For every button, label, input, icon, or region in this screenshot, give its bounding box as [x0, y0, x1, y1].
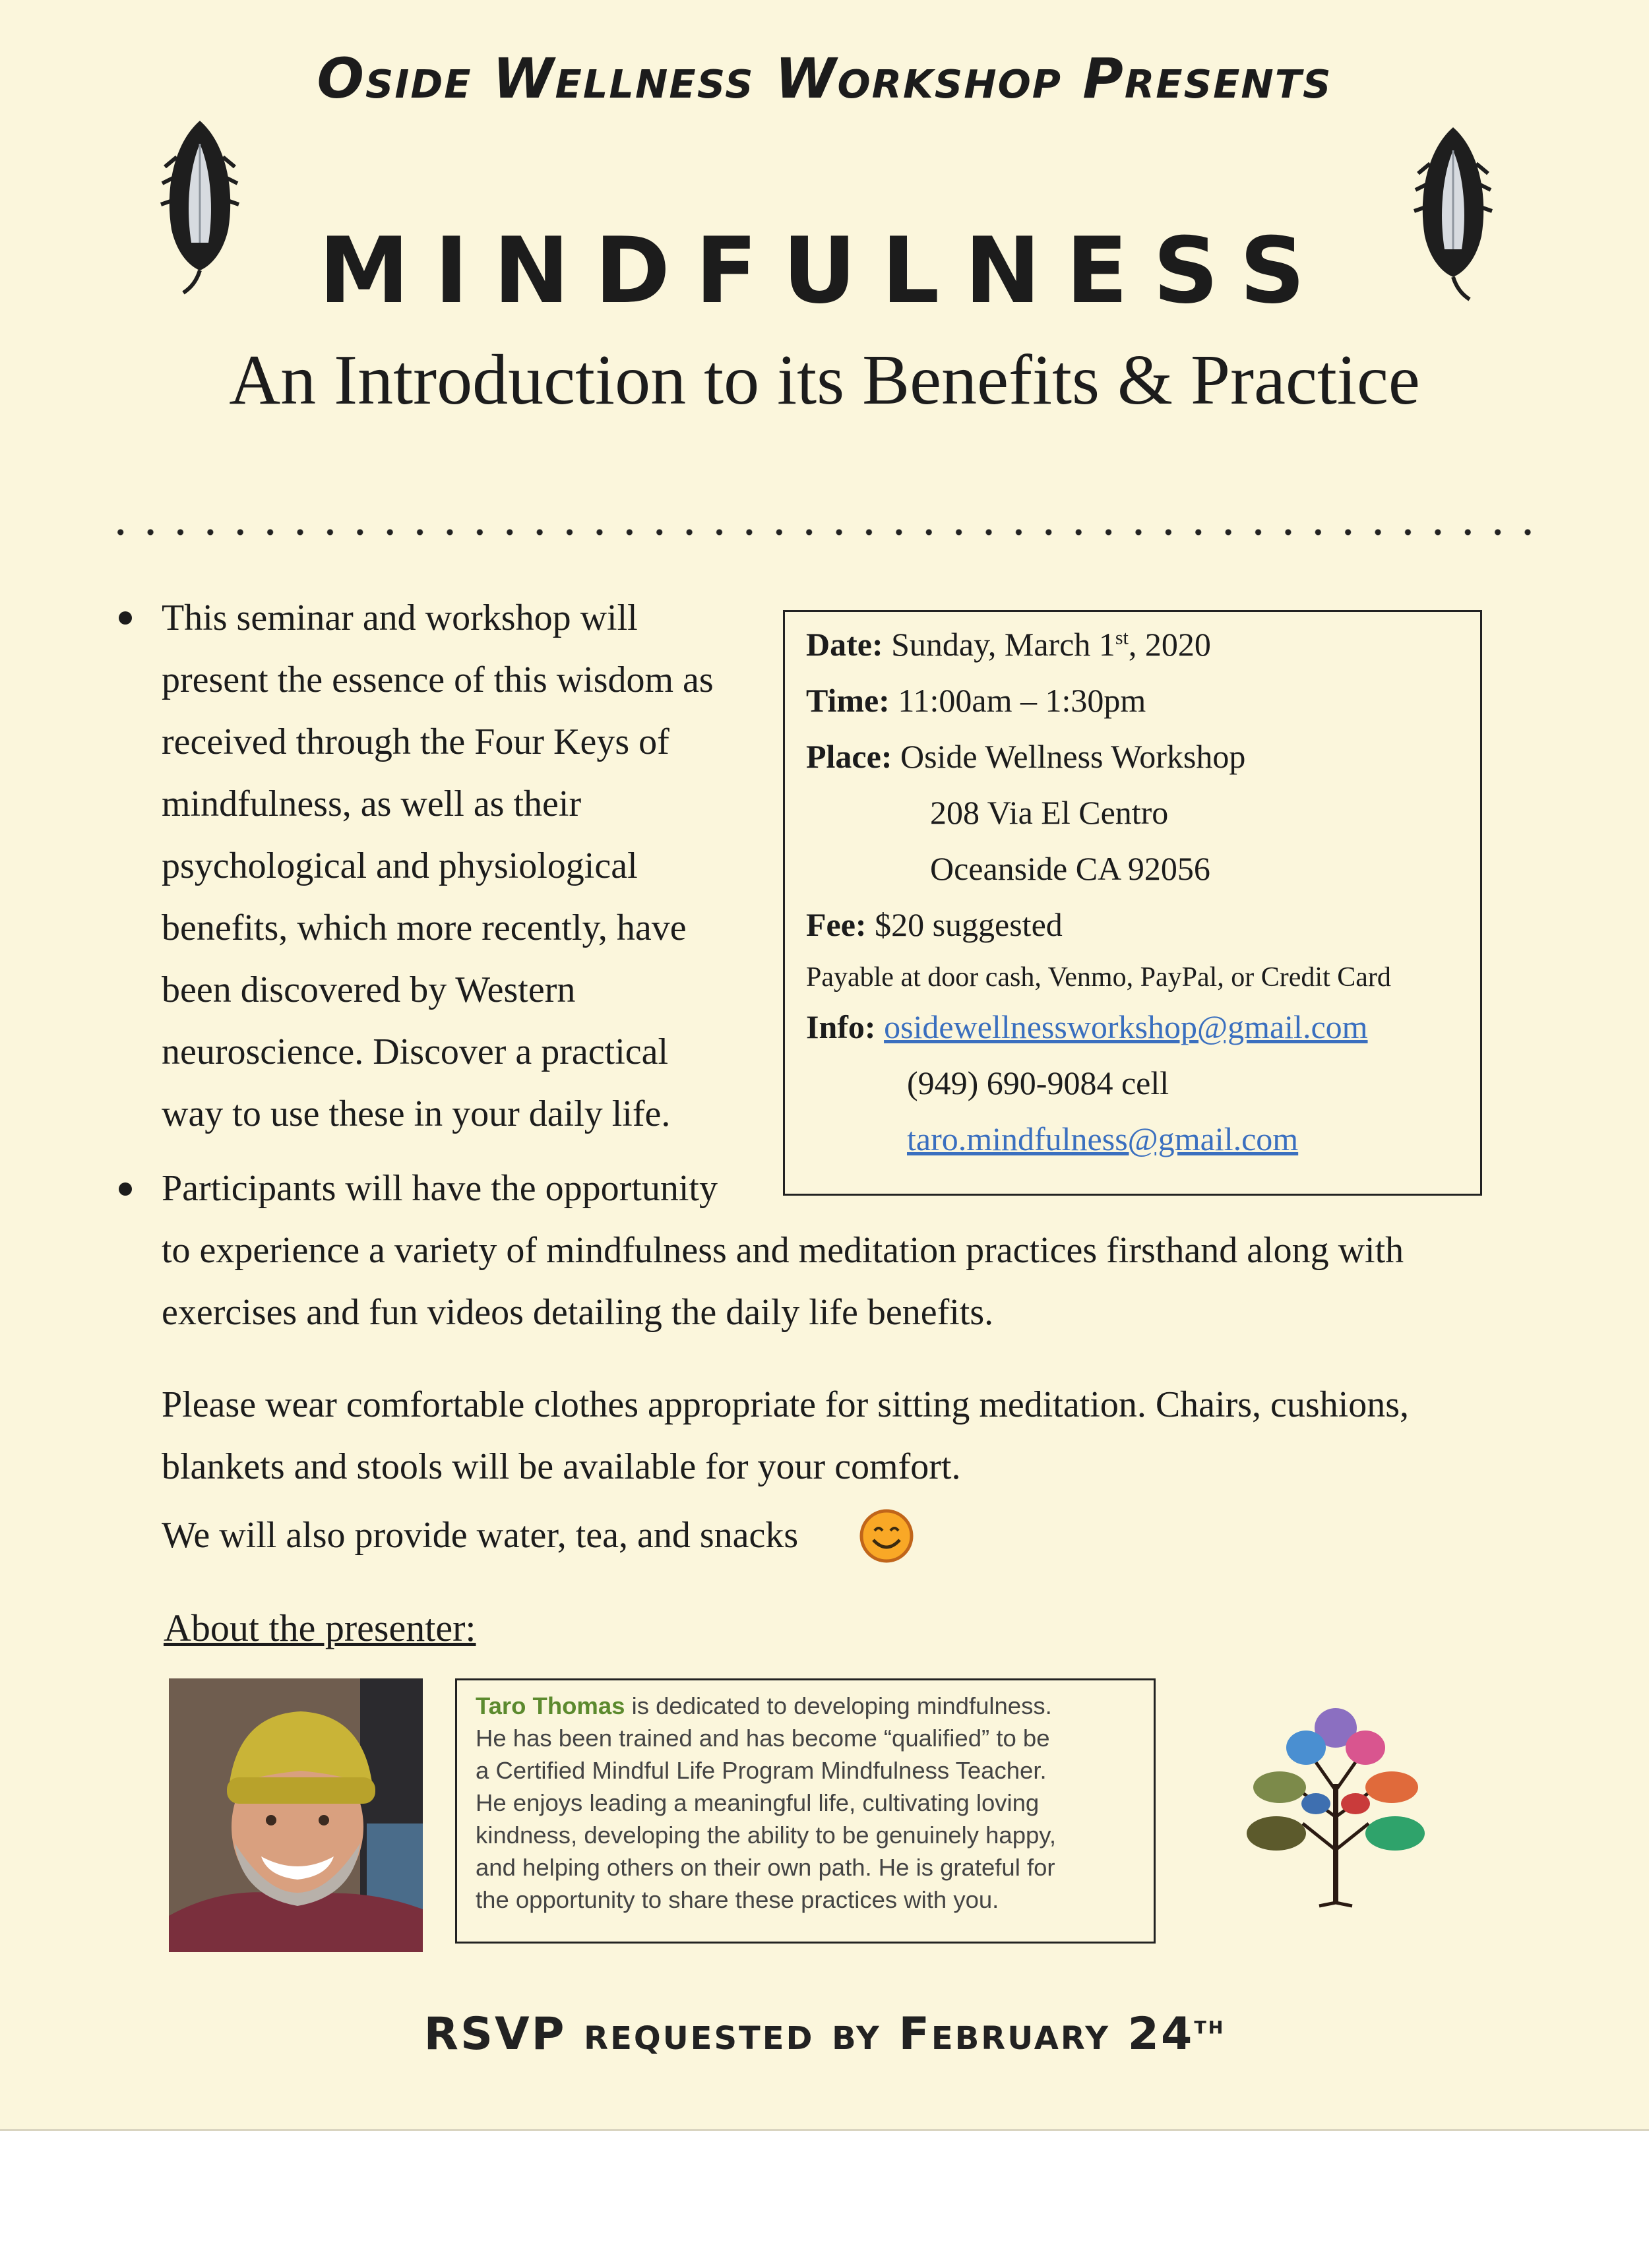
time-label: Time: [806, 682, 890, 719]
text-line: Please wear comfortable clothes appropriate for sitting meditation. Chairs, cushions, [162, 1384, 1410, 1425]
info-line [806, 1008, 1368, 1046]
bio-line: the opportunity to share these practices with you. [476, 1886, 999, 1913]
time-value: 11:00am – 1:30pm [898, 682, 1146, 719]
bio-line: He enjoys leading a meaningful life, cultivating loving [476, 1789, 1040, 1816]
place-line [806, 737, 1245, 776]
bio-line: kindness, developing the ability to be genuinely happy, [476, 1822, 1056, 1849]
text-line: mindfulness, as well as their [162, 783, 582, 824]
text-line: blankets and stools will be available for your comfort. [162, 1446, 961, 1487]
text-line: This seminar and workshop will [162, 598, 638, 638]
presenter-name: Taro Thomas [476, 1692, 625, 1719]
rsvp-text: RSVP requested by February 24 [423, 2008, 1195, 2060]
time-line [806, 681, 1146, 720]
bullet-marker [119, 611, 132, 625]
fee-line [806, 905, 1063, 944]
presenter-photo [169, 1678, 423, 1952]
date-label: Date: [806, 626, 883, 663]
text-line: received through the Four Keys of [162, 721, 669, 762]
participants-intro: Participants will have the opportunity [162, 1168, 718, 1209]
bio-line: and helping others on their own path. He is grateful for [476, 1854, 1055, 1881]
date-value: Sunday, March 1 [891, 626, 1115, 663]
place-label: Place: [806, 738, 892, 775]
dotted-divider [106, 528, 1543, 537]
text-line: benefits, which more recently, have [162, 907, 687, 948]
refreshments-note: We will also provide water, tea, and snacks [162, 1515, 799, 1556]
text-line: been discovered by Western [162, 969, 576, 1010]
participants-description [162, 1219, 1501, 1343]
info-label: Info: [806, 1008, 876, 1045]
text-line: way to use these in your daily life. [162, 1093, 671, 1134]
bio-text: is dedicated to developing mindfulness. [625, 1692, 1052, 1719]
bio-line: a Certified Mindful Life Program Mindfulness Teacher. [476, 1757, 1047, 1784]
bio-first-line [476, 1690, 1135, 1722]
place-city: Oceanside CA 92056 [930, 850, 1210, 887]
bio-line: He has been trained and has become “qualified” to be [476, 1725, 1050, 1752]
text-line: present the essence of this wisdom as [162, 659, 714, 700]
event-details-box [783, 610, 1482, 1196]
presenter-org-heading: Oside Wellness Workshop Presents [317, 46, 1332, 111]
rsvp-notice [0, 2008, 1649, 2060]
main-title: MINDFULNESS [319, 218, 1330, 324]
payment-note: Payable at door cash, Venmo, PayPal, or Credit Card [806, 962, 1391, 993]
bullet-marker [119, 1182, 132, 1196]
text-line: psychological and physiological [162, 845, 638, 886]
fee-value: $20 suggested [875, 906, 1063, 943]
rsvp-suffix: th [1194, 2010, 1226, 2040]
clothing-note [162, 1374, 1514, 1498]
seminar-description [162, 587, 755, 1145]
date-year: , 2020 [1128, 626, 1211, 663]
date-line [806, 625, 1211, 663]
fee-label: Fee: [806, 906, 867, 943]
email-secondary-link[interactable]: taro.mindfulness@gmail.com [907, 1120, 1299, 1157]
about-presenter-heading: About the presenter: [164, 1607, 476, 1649]
date-suffix: st [1115, 627, 1129, 649]
phone-number: (949) 690-9084 cell [907, 1064, 1169, 1101]
tree-logo-icon [1240, 1705, 1431, 1909]
subtitle: An Introduction to its Benefits & Practice [229, 341, 1420, 419]
place-name: Oside Wellness Workshop [900, 738, 1246, 775]
smiley-face-icon [859, 1508, 914, 1564]
text-line: neuroscience. Discover a practical [162, 1031, 669, 1072]
email-primary-link[interactable]: osidewellnessworkshop@gmail.com [884, 1008, 1368, 1045]
presenter-bio-box [455, 1678, 1156, 1944]
text-line: to experience a variety of mindfulness and meditation practices firsthand along with [162, 1230, 1404, 1271]
place-street: 208 Via El Centro [930, 794, 1169, 831]
text-line: exercises and fun videos detailing the daily life benefits. [162, 1292, 994, 1333]
